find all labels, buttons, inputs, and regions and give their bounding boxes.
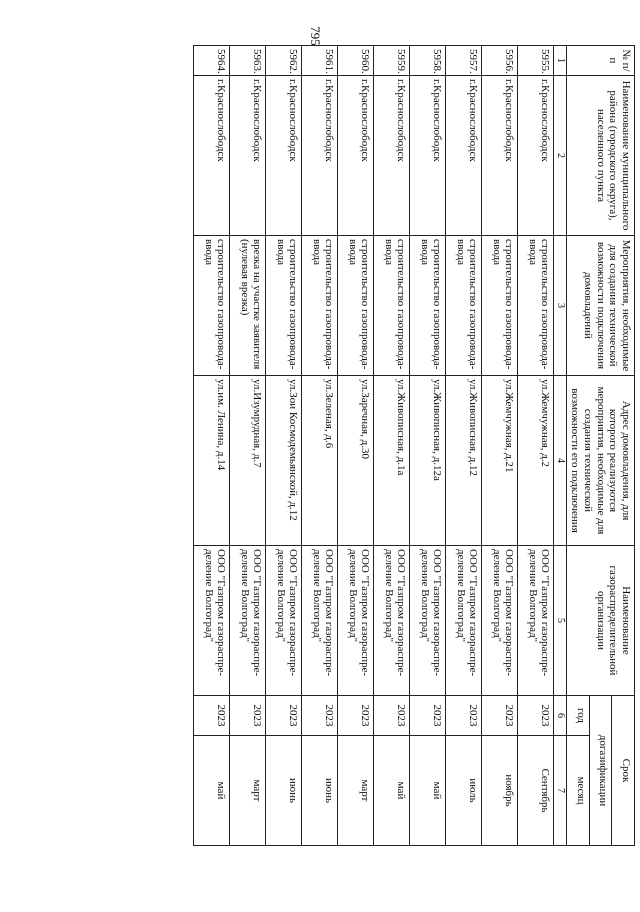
table-row (194, 46, 230, 846)
row-month: июнь (266, 736, 302, 846)
row-address: ул.Жемчужная, д.21 (482, 376, 518, 546)
column-number: 5 (554, 546, 567, 696)
table-row (266, 46, 302, 846)
row-month: май (194, 736, 230, 846)
page-number: 795 (307, 26, 323, 46)
row-month: март (338, 736, 374, 846)
row-year: 2023 (302, 696, 338, 736)
header-measures: Мероприятия, необходимые для создания технической возможности подключения домовладений (566, 236, 634, 376)
row-number: 5962. (266, 46, 302, 76)
row-year: 2023 (518, 696, 554, 736)
row-org: ООО "Газпром газораспре-деление Волгоград" (482, 546, 518, 696)
row-city: г.Краснослободск (194, 76, 230, 236)
row-org: ООО "Газпром газораспре-деление Волгоград" (410, 546, 446, 696)
gasification-table (193, 45, 635, 846)
row-year: 2023 (410, 696, 446, 736)
header-district: Наименование муниципального района (городского округа), населенного пункта (566, 76, 634, 236)
row-city: г.Краснослободск (410, 76, 446, 236)
row-measure: строительство газопровода-ввода (446, 236, 482, 376)
row-number: 5955. (518, 46, 554, 76)
row-measure: строительство газопровода-ввода (194, 236, 230, 376)
row-month: март (230, 736, 266, 846)
row-org: ООО "Газпром газораспре-деление Волгоград" (230, 546, 266, 696)
table-row (230, 46, 266, 846)
row-measure: строительство газопровода-ввода (302, 236, 338, 376)
column-number: 1 (554, 46, 567, 76)
row-month: май (410, 736, 446, 846)
row-city: г.Краснослободск (338, 76, 374, 236)
row-address: ул.им. Ленина, д.14 (194, 376, 230, 546)
row-year: 2023 (482, 696, 518, 736)
row-number: 5958. (410, 46, 446, 76)
column-number-row (554, 46, 567, 846)
row-org: ООО "Газпром газораспре-деление Волгоград" (194, 546, 230, 696)
row-measure: строительство газопровода-ввода (410, 236, 446, 376)
row-city: г.Краснослободск (230, 76, 266, 236)
row-address: ул.Изумрудная, д.7 (230, 376, 266, 546)
row-address: ул.Живописная, д.1а (374, 376, 410, 546)
row-month: ноябрь (482, 736, 518, 846)
header-address: Адрес домовладения, для которого реализуются мероприятия, необходимые для создания технической возможности его подключения (566, 376, 634, 546)
row-city: г.Краснослободск (518, 76, 554, 236)
row-measure: строительство газопровода-ввода (374, 236, 410, 376)
row-address: ул.Живописная, д.12 (446, 376, 482, 546)
row-number: 5957. (446, 46, 482, 76)
row-measure: строительство газопровода-ввода (482, 236, 518, 376)
row-year: 2023 (446, 696, 482, 736)
row-city: г.Краснослободск (302, 76, 338, 236)
row-address: ул.Живописная, д.12а (410, 376, 446, 546)
row-org: ООО "Газпром газораспре-деление Волгоград" (338, 546, 374, 696)
row-city: г.Краснослободск (482, 76, 518, 236)
row-number: 5961. (302, 46, 338, 76)
row-address: ул.Заречная, д.30 (338, 376, 374, 546)
row-org: ООО "Газпром газораспре-деление Волгоград" (302, 546, 338, 696)
row-address: ул.Зеленая, д.6 (302, 376, 338, 546)
row-month: июль (446, 736, 482, 846)
header-term: Срок (612, 696, 635, 846)
table-row (446, 46, 482, 846)
header-num: № п/п (566, 46, 634, 76)
row-number: 5960. (338, 46, 374, 76)
row-number: 5956. (482, 46, 518, 76)
table-row (338, 46, 374, 846)
table-row (410, 46, 446, 846)
row-measure: строительство газопровода-ввода (518, 236, 554, 376)
row-city: г.Краснослободск (374, 76, 410, 236)
table-row (374, 46, 410, 846)
column-number: 3 (554, 236, 567, 376)
rotated-table-container (85, 45, 635, 845)
header-gasification: догазификации (589, 696, 612, 846)
row-measure: строительство газопровода-ввода (266, 236, 302, 376)
row-year: 2023 (194, 696, 230, 736)
column-number: 2 (554, 76, 567, 236)
row-city: г.Краснослободск (266, 76, 302, 236)
table-row (482, 46, 518, 846)
row-month: Сентябрь (518, 736, 554, 846)
row-org: ООО "Газпром газораспре-деление Волгоград" (266, 546, 302, 696)
row-month: июнь (302, 736, 338, 846)
row-measure: врезка на участке заявителя (нулевая врезка) (230, 236, 266, 376)
header-org: Наименование газораспределительной организации (566, 546, 634, 696)
row-number: 5959. (374, 46, 410, 76)
row-address: ул.Зои Космодемьянской, д.12 (266, 376, 302, 546)
row-year: 2023 (338, 696, 374, 736)
table-row (302, 46, 338, 846)
row-org: ООО "Газпром газораспре-деление Волгоград" (518, 546, 554, 696)
row-number: 5963. (230, 46, 266, 76)
row-year: 2023 (266, 696, 302, 736)
row-year: 2023 (374, 696, 410, 736)
column-number: 7 (554, 736, 567, 846)
row-address: ул.Жемчужная, д.2 (518, 376, 554, 546)
row-month: май (374, 736, 410, 846)
row-org: ООО "Газпром газораспре-деление Волгоград" (446, 546, 482, 696)
table-row (518, 46, 554, 846)
header-year: год (566, 696, 589, 736)
column-number: 4 (554, 376, 567, 546)
row-city: г.Краснослободск (446, 76, 482, 236)
row-measure: строительство газопровода-ввода (338, 236, 374, 376)
row-org: ООО "Газпром газораспре-деление Волгоград" (374, 546, 410, 696)
header-month: месяц (566, 736, 589, 846)
column-number: 6 (554, 696, 567, 736)
row-number: 5964. (194, 46, 230, 76)
row-year: 2023 (230, 696, 266, 736)
